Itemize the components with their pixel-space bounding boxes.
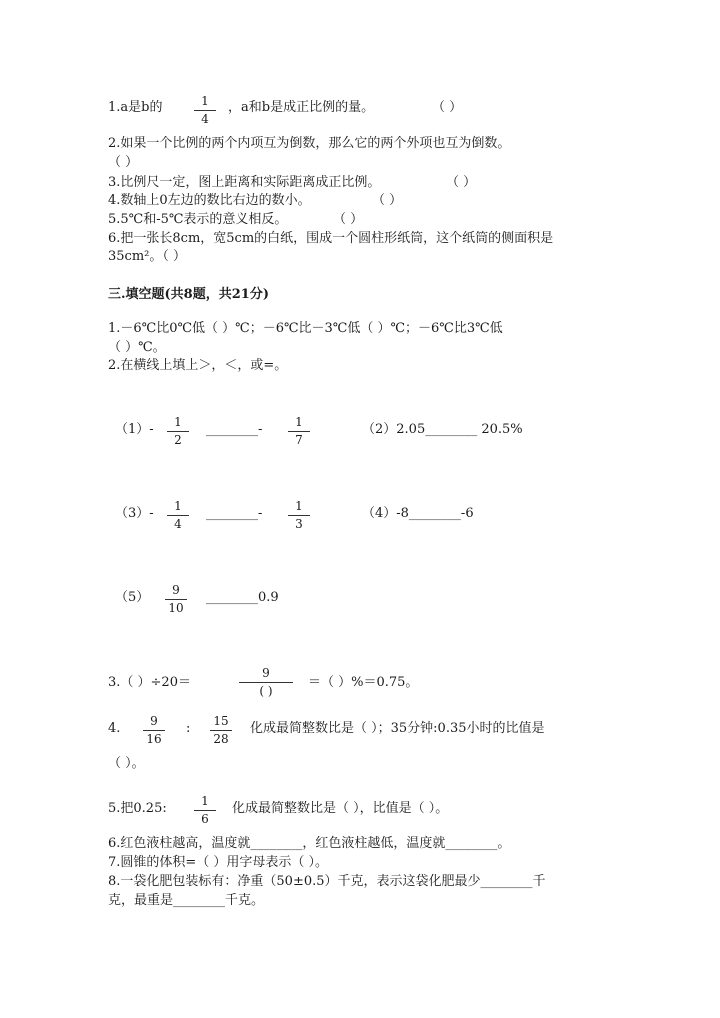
fill-q4-fraction-b — [209, 715, 233, 746]
fraction-denominator: 6 — [201, 812, 209, 826]
fill-q2-text: 2.在横线上填上＞，＜，或=。 — [108, 358, 288, 373]
fraction-numerator: 1 — [295, 499, 303, 513]
judge-q1-text: 1.a是b的 — [108, 100, 163, 115]
compare-1-label: （1）- — [115, 422, 154, 437]
judge-q5-text: 5.5℃和-5℃表示的意义相反。 — [108, 212, 288, 227]
fraction-numerator: 1 — [201, 94, 209, 108]
fraction-denominator: 16 — [146, 732, 162, 746]
fraction-denominator: 4 — [201, 112, 209, 126]
compare-2[interactable]: （2）2.05________ 20.5% — [362, 422, 523, 437]
fill-q5-fraction — [193, 795, 217, 826]
compare-5-blank[interactable]: ________0.9 — [206, 590, 279, 605]
judge-q2-text: 2.如果一个比例的两个内项互为倒数，那么它的两个外项也互为倒数。 — [108, 136, 511, 151]
fill-q8-text: 8.一袋化肥包装标有：净重（50±0.5）千克，表示这袋化肥最少________千 — [108, 874, 546, 889]
compare-1-fraction-b — [287, 416, 311, 447]
fill-q4-colon: : — [186, 721, 191, 736]
fraction-numerator: 1 — [295, 415, 303, 429]
fraction-denominator: 7 — [295, 433, 303, 447]
fraction-bar — [167, 515, 189, 516]
fraction-denominator: 28 — [213, 732, 229, 746]
judge-q4-text: 4.数轴上0左边的数比右边的数小。 — [108, 193, 311, 208]
fraction-denominator: 3 — [295, 517, 303, 531]
judge-q2-answer-paren[interactable]: （ ） — [108, 155, 139, 170]
fraction-denominator[interactable]: ( ) — [259, 684, 273, 698]
fill-q5-text-end: 化成最简整数比是（ ），比值是（ ）。 — [232, 801, 449, 816]
fill-q3-fraction — [238, 667, 294, 698]
fraction-numerator: 1 — [174, 499, 182, 513]
judge-q5-answer-paren[interactable]: （ ） — [333, 212, 364, 227]
fraction-bar — [239, 682, 293, 683]
fraction-numerator: 1 — [201, 794, 209, 808]
compare-4[interactable]: （4）-8________-6 — [362, 506, 474, 521]
fraction-bar — [167, 431, 189, 432]
fraction-denominator: 2 — [174, 433, 182, 447]
compare-3-fraction-b — [287, 500, 311, 531]
fill-q4-fraction-a — [142, 715, 166, 746]
fill-q1-text: 1.－6℃比0℃低（ ）℃；－6℃比－3℃低（ ）℃；－6℃比3℃低 — [108, 321, 503, 336]
fraction-bar — [288, 431, 310, 432]
fill-q3-text: 3.（ ）÷20＝ — [108, 675, 191, 690]
fill-q4-number: 4. — [108, 721, 121, 736]
section-title: 三.填空题(共8题，共21分) — [108, 287, 269, 302]
fill-q6-text: 6.红色液柱越高，温度就________，红色液柱越低，温度就________。 — [108, 836, 511, 851]
judge-q6-text-line2: 35cm²。（ ） — [108, 249, 186, 264]
compare-1-fraction-a — [166, 416, 190, 447]
fraction-numerator: 9 — [150, 714, 158, 728]
fraction-denominator: 4 — [174, 517, 182, 531]
fill-q7-text: 7.圆锥的体积=（ ）用字母表示（ ）。 — [108, 855, 329, 870]
judge-q3-answer-paren[interactable]: （ ） — [446, 175, 477, 190]
fraction-bar — [194, 110, 216, 111]
fill-q1-text-line2: （ ）℃。 — [108, 340, 166, 355]
compare-3-fraction-a — [166, 500, 190, 531]
fill-q8-text-line2: 克，最重是________千克。 — [108, 893, 265, 908]
fraction-bar — [194, 810, 216, 811]
fraction-denominator: 10 — [168, 601, 184, 615]
fraction-numerator: 15 — [213, 714, 229, 728]
judge-q1-answer-paren[interactable]: （ ） — [432, 100, 463, 115]
fraction-bar — [210, 730, 232, 731]
compare-1-blank[interactable]: ________- — [206, 422, 263, 437]
fraction-numerator: 9 — [262, 666, 270, 680]
judge-q4-answer-paren[interactable]: （ ） — [372, 193, 403, 208]
judge-q1-fraction — [193, 95, 217, 126]
fraction-numerator: 9 — [172, 583, 180, 597]
compare-3-blank[interactable]: ________- — [206, 506, 263, 521]
judge-q1-text-end: ，a和b是成正比例的量。 — [228, 100, 375, 115]
compare-5-fraction — [164, 584, 188, 615]
fraction-bar — [288, 515, 310, 516]
judge-q6-text: 6.把一张长8cm，宽5cm的白纸，围成一个圆柱形纸筒，这个纸筒的侧面积是 — [108, 231, 554, 246]
fraction-bar — [143, 730, 165, 731]
compare-3-label: （3）- — [115, 506, 154, 521]
fill-q3-text-end: ＝（ ）%＝0.75。 — [308, 675, 419, 690]
fill-q4-answer-paren[interactable]: （ ）。 — [108, 756, 145, 771]
compare-5-label: （5） — [115, 590, 150, 605]
fraction-bar — [165, 599, 187, 600]
fill-q4-text: 化成最简整数比是（ ）；35分钟:0.35小时的比值是 — [250, 721, 545, 736]
judge-q3-text: 3.比例尺一定，图上距离和实际距离成正比例。 — [108, 175, 381, 190]
fill-q5-text: 5.把0.25: — [108, 801, 167, 816]
fraction-numerator: 1 — [174, 415, 182, 429]
